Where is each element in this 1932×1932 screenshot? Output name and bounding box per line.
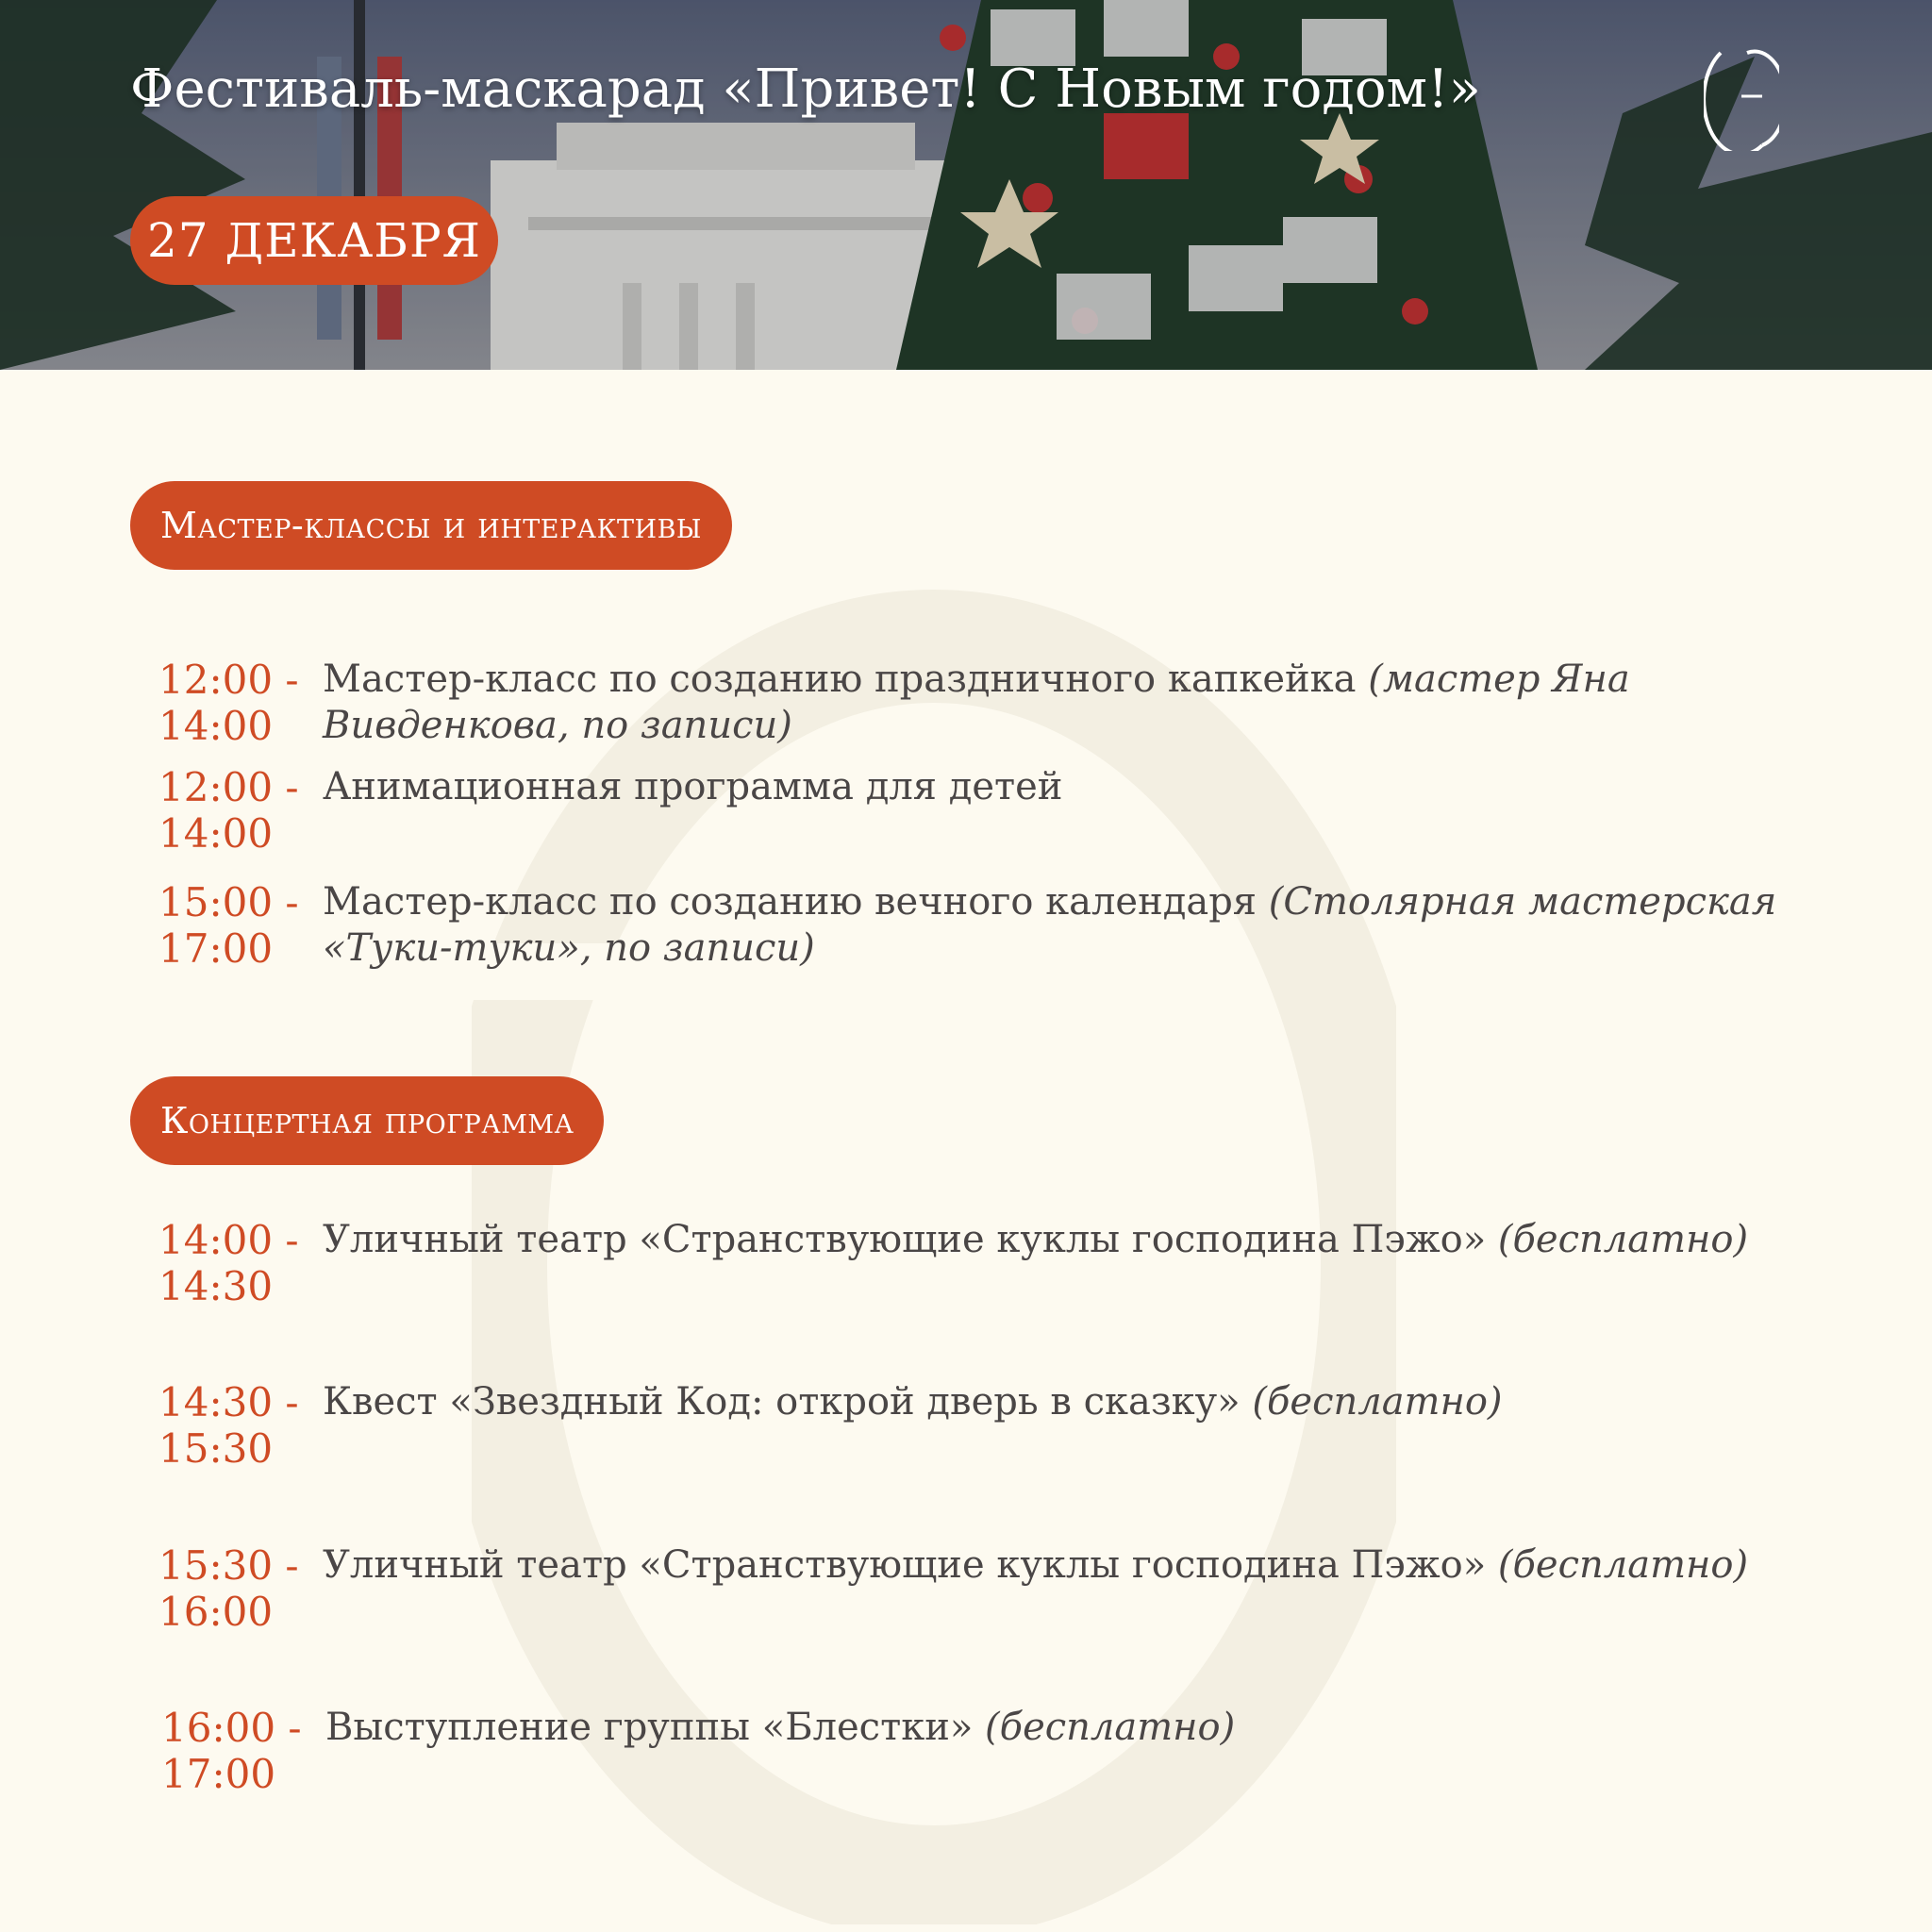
event-description bbox=[325, 1705, 1797, 1751]
event-note: (мастер Яна Вивденкова, по записи) bbox=[323, 658, 1630, 747]
christmas-tree-photo bbox=[0, 0, 1932, 370]
event-time: 15:30 - 16:00 bbox=[158, 1542, 299, 1635]
event-description bbox=[323, 764, 1794, 810]
event-description bbox=[323, 1542, 1794, 1589]
page-title: Фестиваль-маскарад «Привет! С Новым годом!» bbox=[130, 58, 1481, 120]
event-title: Мастер-класс по созданию вечного календаря bbox=[323, 880, 1269, 924]
event-note: (бесплатно) bbox=[1252, 1380, 1503, 1424]
event-time: 14:30 - 15:30 bbox=[158, 1379, 299, 1472]
event-note: (бесплатно) bbox=[1497, 1218, 1749, 1261]
event-time: 12:00 - 14:00 bbox=[158, 657, 299, 749]
date-badge: 27 ДЕКАБРЯ bbox=[130, 196, 498, 285]
event-title: Уличный театр «Странствующие куклы господина Пэжо» bbox=[323, 1543, 1498, 1587]
event-title: Выступление группы «Блестки» bbox=[325, 1706, 986, 1749]
event-title: Анимационная программа для детей bbox=[323, 765, 1063, 808]
event-title: Мастер-класс по созданию праздничного капкейка bbox=[323, 658, 1369, 701]
event-description bbox=[323, 879, 1794, 972]
section-title-concert: Концертная программа bbox=[130, 1076, 604, 1165]
event-title: Квест «Звездный Код: открой дверь в сказку» bbox=[323, 1380, 1253, 1424]
event-description bbox=[323, 657, 1794, 749]
section-title-workshops: Мастер-классы и интерактивы bbox=[130, 481, 732, 570]
event-description bbox=[323, 1217, 1794, 1263]
event-time: 16:00 - 17:00 bbox=[161, 1705, 302, 1797]
event-time: 14:00 - 14:30 bbox=[158, 1217, 299, 1309]
event-note: (бесплатно) bbox=[1497, 1543, 1749, 1587]
event-note: (бесплатно) bbox=[985, 1706, 1236, 1749]
header-banner bbox=[0, 0, 1932, 370]
logo-watermark-icon bbox=[472, 415, 1396, 1924]
event-description bbox=[323, 1379, 1794, 1425]
event-time: 15:00 - 17:00 bbox=[158, 879, 299, 972]
event-time: 12:00 - 14:00 bbox=[158, 764, 299, 857]
arc-logo-icon bbox=[1704, 47, 1779, 151]
event-note: (Столярная мастерская «Туки-туки», по записи) bbox=[323, 880, 1777, 970]
event-title: Уличный театр «Странствующие куклы господина Пэжо» bbox=[323, 1218, 1498, 1261]
